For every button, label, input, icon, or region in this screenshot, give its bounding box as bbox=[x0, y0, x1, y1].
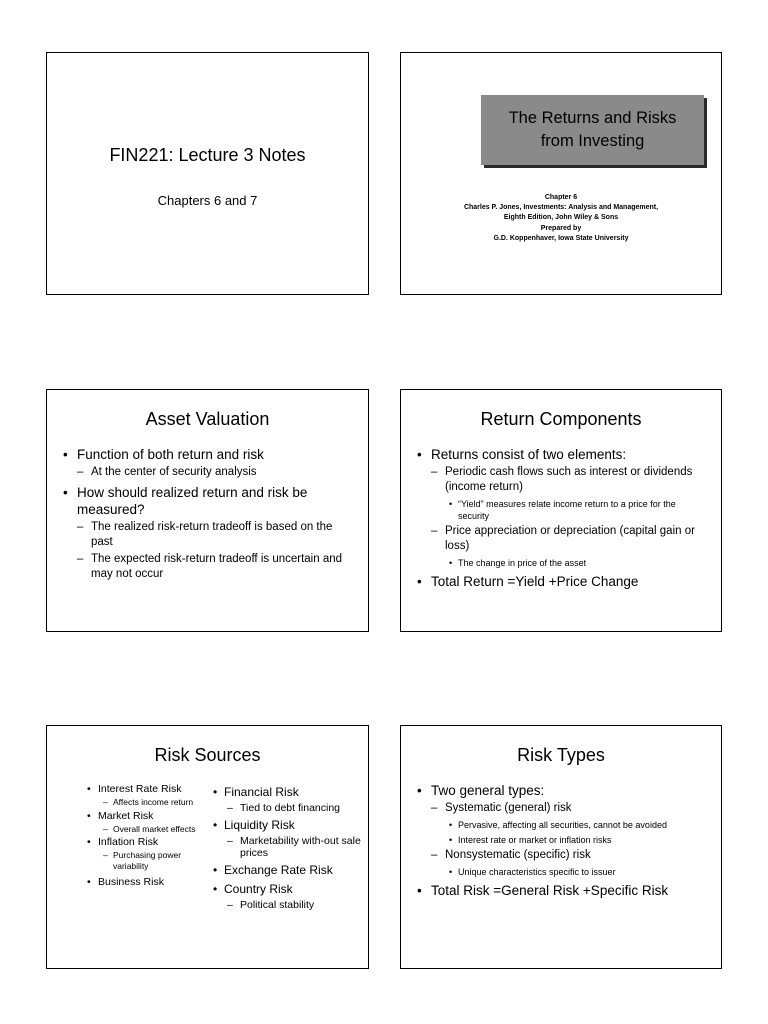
citation-line: Chapter 6 bbox=[544, 194, 578, 201]
title-line-2: from Investing bbox=[540, 132, 645, 150]
sub-bullet: – The realized risk-return tradeoff is based on the past bbox=[47, 520, 356, 550]
sub-sub-bullet: • The change in price of the asset bbox=[401, 557, 709, 569]
sub-sub-bullet: • Interest rate or market or inflation risks bbox=[401, 834, 709, 846]
slide-title: Risk Types bbox=[517, 745, 605, 765]
citation-line: Charles P. Jones, Investments: Analysis and Management, bbox=[463, 204, 659, 212]
bullet: • Two general types: bbox=[401, 782, 709, 799]
bullet: • Business Risk bbox=[47, 876, 207, 889]
sub-bullet: – Marketability with-out sale prices bbox=[201, 835, 367, 859]
bullet: • Exchange Rate Risk bbox=[201, 863, 367, 878]
slide-title: Return Components bbox=[480, 409, 642, 429]
sub-bullet: – Political stability bbox=[201, 899, 367, 911]
sub-bullet: – Price appreciation or depreciation (capital gain or loss) bbox=[401, 524, 709, 554]
citation-line: G.D. Koppenhaver, Iowa State University bbox=[493, 234, 629, 242]
bullet-list bbox=[401, 446, 721, 590]
bullet: • Financial Risk bbox=[201, 785, 367, 800]
sub-bullet: – Periodic cash flows such as interest or dividends (income return) bbox=[401, 465, 709, 495]
sub-bullet: – Purchasing power variability bbox=[47, 850, 207, 871]
bullet: • Returns consist of two elements: bbox=[401, 446, 709, 463]
sub-bullet: – Nonsystematic (specific) risk bbox=[401, 848, 709, 863]
right-column bbox=[201, 781, 367, 911]
sub-sub-bullet: • “Yield” measures relate income return to a price for the security bbox=[401, 498, 709, 522]
bullet: • Total Risk =General Risk +Specific Risk bbox=[401, 882, 709, 899]
bullet: • Inflation Risk bbox=[47, 836, 207, 849]
bullet: • Country Risk bbox=[201, 882, 367, 897]
citation-line: Eighth Edition, John Wiley & Sons bbox=[503, 214, 619, 222]
bullet: • Liquidity Risk bbox=[201, 818, 367, 833]
citation bbox=[401, 193, 721, 244]
slide-5 bbox=[46, 725, 369, 969]
slide-3 bbox=[46, 389, 369, 632]
slide-1 bbox=[46, 52, 369, 295]
slide-subtitle: Chapters 6 and 7 bbox=[157, 193, 258, 208]
sub-bullet: – Affects income return bbox=[47, 797, 207, 808]
sub-bullet: – Tied to debt financing bbox=[201, 802, 367, 814]
bullet-list bbox=[401, 782, 721, 899]
sub-bullet: – The expected risk-return tradeoff is uncertain and may not occur bbox=[47, 552, 356, 582]
title-line-1: The Returns and Risks bbox=[508, 108, 677, 127]
citation-line: Prepared by bbox=[540, 224, 582, 232]
left-column bbox=[47, 781, 207, 889]
slide-title: FIN221: Lecture 3 Notes bbox=[109, 145, 306, 165]
slide-2 bbox=[400, 52, 722, 295]
slide-title: Risk Sources bbox=[154, 745, 261, 765]
slide-4 bbox=[400, 389, 722, 632]
bullet: • How should realized return and risk be measured? bbox=[47, 484, 356, 518]
sub-bullet: – Overall market effects bbox=[47, 824, 207, 835]
slide-6 bbox=[400, 725, 722, 969]
bullet-list bbox=[47, 446, 368, 582]
bullet: • Market Risk bbox=[47, 810, 207, 823]
title-box bbox=[481, 95, 704, 165]
sub-bullet: – At the center of security analysis bbox=[47, 465, 356, 480]
sub-sub-bullet: • Unique characteristics specific to issuer bbox=[401, 866, 709, 878]
slide-title: Asset Valuation bbox=[145, 409, 270, 429]
sub-sub-bullet: • Pervasive, affecting all securities, cannot be avoided bbox=[401, 819, 709, 831]
bullet: • Interest Rate Risk bbox=[47, 783, 207, 796]
bullet: • Total Return =Yield +Price Change bbox=[401, 573, 709, 590]
sub-bullet: – Systematic (general) risk bbox=[401, 801, 709, 816]
bullet: • Function of both return and risk bbox=[47, 446, 356, 463]
